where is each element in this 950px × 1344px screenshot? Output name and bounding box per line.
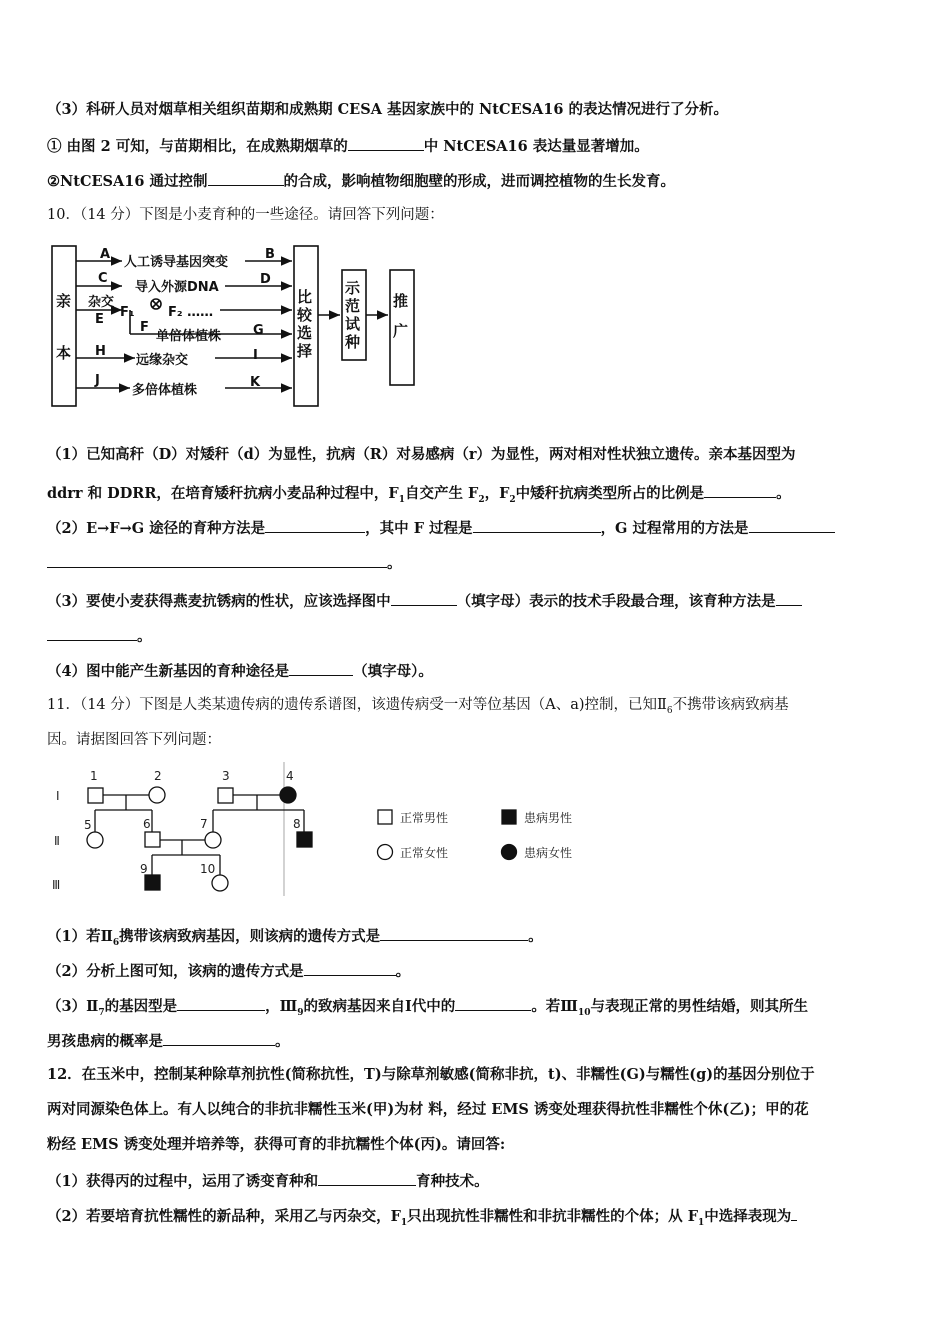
individual-8: [297, 832, 312, 847]
label-cross: 杂交: [88, 295, 115, 310]
pedigree-chart: [40, 762, 600, 902]
individual-4: [280, 787, 296, 803]
label-haploid: 单倍体植株: [156, 329, 222, 344]
q10-p1-line2: ddrr 和 DDRR，在培育矮秆抗病小麦品种过程中，$F_1$自交产生 $F_2$，$F_2$中矮秆抗病类型所占的比例是 。: [47, 482, 791, 510]
id-3: 3: [222, 769, 230, 783]
answer-blank[interactable]: [163, 1030, 275, 1046]
label-f1: F₁: [120, 305, 135, 320]
demo-char2: 范: [345, 297, 361, 315]
generation-2-label: Ⅱ: [54, 834, 60, 848]
compare-char3: 选: [297, 324, 313, 342]
generation-3-label: Ⅲ: [52, 878, 61, 892]
compare-char2: 较: [297, 306, 313, 324]
label-c: C: [98, 271, 108, 286]
answer-blank[interactable]: [208, 170, 284, 186]
id-2: 2: [154, 769, 162, 783]
label-f2: F₂ ……: [168, 305, 214, 320]
individual-3: [218, 788, 233, 803]
individual-6: [145, 832, 160, 847]
label-i: I: [253, 348, 258, 363]
id-6: 6: [143, 817, 151, 831]
id-7: 7: [200, 817, 208, 831]
compare-char1: 比: [297, 288, 313, 306]
legend-normal-male-label: 正常男性: [400, 811, 449, 825]
demo-char4: 种: [345, 333, 361, 351]
q10-p2-cont: 。: [47, 552, 402, 574]
answer-blank[interactable]: [304, 960, 396, 976]
parent-label-top: 亲: [56, 292, 72, 310]
legend-normal-male-symbol: [378, 810, 392, 824]
q10-p4: （4）图中能产生新基因的育种途径是 （填字母）。: [47, 660, 433, 682]
q11-p3: $(3)Ⅱ_7$的基因型是 ，$Ⅲ_9$的致病基因来自Ⅰ代中的 。若$Ⅲ_{10}$与表现正常的男性结婚，则其所生: [47, 995, 808, 1023]
breeding-pathway-diagram: [40, 238, 430, 413]
label-d: D: [260, 272, 271, 287]
label-e: E: [95, 312, 104, 327]
q11-p3-cont: 男孩患病的概率是 。: [47, 1030, 290, 1052]
q9-item2: ②NtCESA16 通过控制 的合成，影响植物细胞壁的形成，进而调控植物的生长发育。: [47, 170, 675, 192]
q10-p1-line1: （1）已知高秆（D）对矮秆（d）为显性，抗病（R）对易感病（r）为显性，两对相对性状独立遗传。亲本基因型为: [47, 446, 796, 463]
label-row1: 人工诱导基因突变: [124, 255, 229, 270]
q9-item1: ① 由图 2 可知，与苗期相比，在成熟期烟草的 中 NtCESA16 表达量显著增加。: [47, 135, 649, 157]
legend-affected-male-label: 患病男性: [524, 811, 573, 825]
legend-normal-female-symbol: [378, 845, 393, 860]
q11-p1: （1）若$Ⅱ_6$携带该病致病基因，则该病的遗传方式是 。: [47, 925, 543, 953]
individual-10: [212, 875, 228, 891]
q10-p2: （2）E→F→G 途径的育种方法是 ，其中 F 过程是 ，G 过程常用的方法是: [47, 517, 835, 539]
promote-char2: 广: [393, 322, 409, 340]
individual-9: [145, 875, 160, 890]
label-f: F: [140, 320, 149, 335]
individual-5: [87, 832, 103, 848]
legend-affected-male-symbol: [502, 810, 516, 824]
label-h: H: [95, 344, 106, 359]
id-4: 4: [286, 769, 294, 783]
q10-p3-cont: 。: [47, 625, 152, 647]
answer-blank[interactable]: [47, 625, 137, 641]
label-k: K: [250, 375, 261, 390]
id-9: 9: [140, 862, 148, 876]
q12-line3: 粉经 EMS 诱变处理并培养等，获得可育的非抗糯性个体(丙)。请回答:: [47, 1136, 506, 1153]
answer-blank[interactable]: [289, 660, 353, 676]
compare-char4: 择: [297, 342, 313, 360]
individual-2: [149, 787, 165, 803]
answer-blank[interactable]: [177, 995, 265, 1011]
answer-blank[interactable]: [265, 517, 365, 533]
label-b: B: [265, 247, 275, 262]
answer-blank[interactable]: [749, 517, 835, 533]
answer-blank[interactable]: [704, 482, 776, 498]
id-8: 8: [293, 817, 301, 831]
q12-p1: （1）获得丙的过程中，运用了诱变育种和 育种技术。: [47, 1170, 489, 1192]
q12-line1: 12．在玉米中，控制某种除草剂抗性(简称抗性，T)与除草剂敏感(简称非抗，t)、非糯性(G)与糯性(g)的基因分别位于: [47, 1066, 815, 1083]
id-1: 1: [90, 769, 98, 783]
id-10: 10: [200, 862, 216, 876]
answer-blank[interactable]: [47, 552, 387, 568]
demo-char1: 示: [345, 279, 361, 297]
demo-char3: 试: [345, 315, 361, 333]
label-g: G: [253, 323, 264, 338]
legend-affected-female-label: 患病女性: [524, 846, 573, 860]
generation-1-label: Ⅰ: [56, 789, 60, 803]
label-a: A: [100, 247, 111, 262]
answer-blank[interactable]: [791, 1205, 797, 1221]
answer-blank[interactable]: [473, 517, 601, 533]
q11-p2: （2）分析上图可知，该病的遗传方式是 。: [47, 960, 410, 982]
legend-normal-female-label: 正常女性: [400, 846, 449, 860]
answer-blank[interactable]: [348, 135, 424, 151]
answer-blank[interactable]: [380, 925, 528, 941]
q9-part3-intro: （3）科研人员对烟草相关组织苗期和成熟期 CESA 基因家族中的 NtCESA16 的表达情况进行了分析。: [47, 101, 729, 118]
label-row2: 导入外源DNA: [135, 280, 219, 295]
q10-header: 10．（14 分）下图是小麦育种的一些途径。请回答下列问题：: [47, 207, 444, 223]
label-poly: 多倍体植株: [132, 383, 198, 398]
q11-header: 11．（14 分）下图是人类某遗传病的遗传系谱图，该遗传病受一对等位基因（A、a)控制，已知$Ⅱ_6$不携带该病致病基: [47, 697, 789, 716]
legend-affected-female-symbol: [502, 845, 517, 860]
individual-1: [88, 788, 103, 803]
answer-blank[interactable]: [318, 1170, 416, 1186]
id-5: 5: [84, 818, 92, 832]
answer-blank[interactable]: [455, 995, 531, 1011]
answer-blank[interactable]: [776, 590, 802, 606]
individual-7: [205, 832, 221, 848]
q11-header-line2: 因。请据图回答下列问题：: [47, 732, 221, 748]
q12-line2: 两对同源染色体上。有人以纯合的非抗非糯性玉米(甲)为材 料，经过 EMS 诱变处理获得抗性非糯性个休(乙)；甲的花: [47, 1101, 809, 1118]
parent-label-bottom: 本: [56, 344, 72, 362]
label-j: J: [95, 373, 100, 388]
label-distant: 远缘杂交: [136, 353, 189, 368]
parent-box: [52, 246, 76, 406]
q10-p3: （3）要使小麦获得燕麦抗锈病的性状，应该选择图中 （填字母）表示的技术手段最合理，该育种方法是: [47, 590, 802, 612]
answer-blank[interactable]: [391, 590, 457, 606]
promote-char1: 推: [393, 292, 409, 310]
q12-p2: （2）若要培育抗性糯性的新品种，采用乙与丙杂交，$F_1$只出现抗性非糯性和非抗非糯性的个体；从 $F_1$中选择表现为: [47, 1205, 797, 1233]
